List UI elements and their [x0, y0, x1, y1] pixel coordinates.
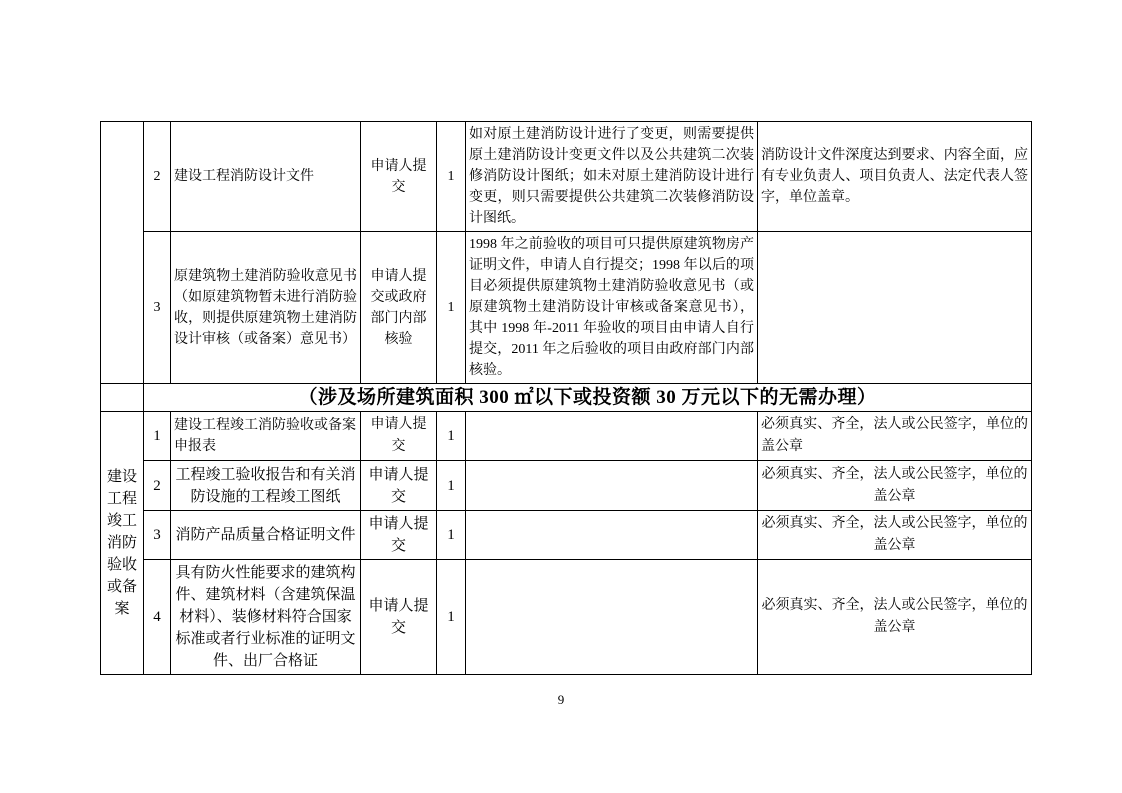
category-cell-empty [101, 122, 144, 384]
requirement-text: 必须真实、齐全，法人或公民签字，单位的盖公章 [758, 461, 1032, 511]
copies-count: 1 [437, 511, 466, 560]
row-number: 4 [144, 560, 171, 675]
divider-left-empty [101, 384, 144, 412]
material-name: 原建筑物土建消防验收意见书（如原建筑物暂未进行消防验收，则提供原建筑物土建消防设计审核（或备案）意见书） [171, 232, 361, 384]
category-label: 建设工程竣工消防验收或备案 [101, 412, 144, 675]
divider-row [101, 384, 1032, 412]
remark-text: 如对原土建消防设计进行了变更，则需要提供原土建消防设计变更文件以及公共建筑二次装修消防设计图纸；如未对原土建消防设计进行变更，则只需要提供公共建筑二次装修消防设计图纸。 [466, 122, 758, 232]
material-name: 工程竣工验收报告和有关消防设施的工程竣工图纸 [171, 461, 361, 511]
row-number: 3 [144, 511, 171, 560]
requirement-text: 必须真实、齐全，法人或公民签字，单位的盖公章 [758, 560, 1032, 675]
row-number: 3 [144, 232, 171, 384]
requirement-text: 必须真实、齐全，法人或公民签字，单位的盖公章 [758, 511, 1032, 560]
table-row [101, 461, 1032, 511]
copies-count: 1 [437, 122, 466, 232]
page-number: 9 [557, 692, 565, 707]
requirement-cell-empty [758, 232, 1032, 384]
remark-cell-empty [466, 461, 758, 511]
row-number: 2 [144, 461, 171, 511]
copies-count: 1 [437, 412, 466, 461]
table-row [101, 560, 1032, 675]
table-row [101, 122, 1032, 232]
row-number: 1 [144, 412, 171, 461]
remark-cell-empty [466, 560, 758, 675]
requirement-text: 必须真实、齐全，法人或公民签字，单位的盖公章 [758, 412, 1032, 461]
remark-cell-empty [466, 412, 758, 461]
submitter: 申请人提交 [361, 560, 437, 675]
submitter: 申请人提交 [361, 412, 437, 461]
submitter: 申请人提交 [361, 461, 437, 511]
table-row [101, 412, 1032, 461]
table-row [101, 511, 1032, 560]
submitter: 申请人提交 [361, 122, 437, 232]
requirement-text: 消防设计文件深度达到要求、内容全面，应有专业负责人、项目负责人、法定代表人签字，单位盖章。 [758, 122, 1032, 232]
copies-count: 1 [437, 461, 466, 511]
row-number: 2 [144, 122, 171, 232]
requirements-table [100, 121, 1032, 675]
material-name: 建设工程消防设计文件 [171, 122, 361, 232]
submitter: 申请人提交或政府部门内部核验 [361, 232, 437, 384]
material-name: 具有防火性能要求的建筑构件、建筑材料（含建筑保温材料）、装修材料符合国家标准或者行业标准的证明文件、出厂合格证 [171, 560, 361, 675]
material-name: 消防产品质量合格证明文件 [171, 511, 361, 560]
section-divider-note: （涉及场所建筑面积 300 ㎡以下或投资额 30 万元以下的无需办理） [144, 384, 1032, 412]
copies-count: 1 [437, 232, 466, 384]
remark-cell-empty [466, 511, 758, 560]
copies-count: 1 [437, 560, 466, 675]
table-row [101, 232, 1032, 384]
submitter: 申请人提交 [361, 511, 437, 560]
remark-text: 1998 年之前验收的项目可只提供原建筑物房产证明文件，申请人自行提交；1998 年以后的项目必须提供原建筑物土建消防验收意见书（或原建筑物土建消防设计审核或备案意见书），其中 1998 年-2011 年验收的项目由申请人自行提交，2011 年之后验收的项目由政府部门内部核验。 [466, 232, 758, 384]
material-name: 建设工程竣工消防验收或备案申报表 [171, 412, 361, 461]
